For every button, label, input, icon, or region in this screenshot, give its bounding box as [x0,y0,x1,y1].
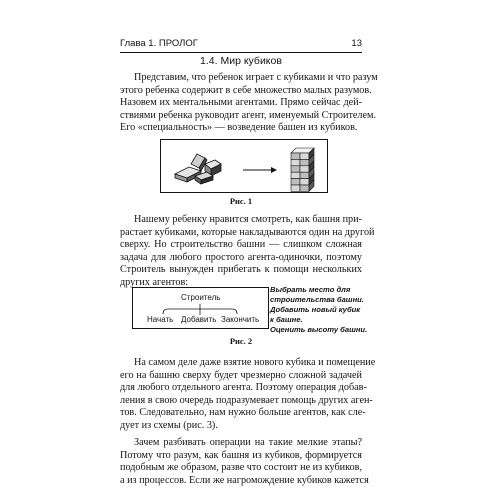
tree-child-finish: Закончить [221,315,260,324]
tower-block-front [300,179,309,185]
text-line: ления в свою очередь подразумевает помощь других аген- [120,394,373,406]
block-tower-icon [291,148,314,191]
tower-block-front [300,153,309,159]
running-head [120,36,362,53]
text-line: Потому что разум, как башня из кубиков, формируется [120,449,362,461]
text-line: его на башню сверху будет чрезмерно сложной задачей [120,369,362,381]
paragraph-2 [120,214,375,290]
paragraph-1 [120,72,378,135]
text-line: Представим, что ребенок играет с кубиками и что разум [134,72,378,83]
text-line: дует из схемы (рис. 3). [120,419,218,431]
paragraph-4 [120,437,369,487]
text-line: сверху. Но строительство башни — слишком сложная [120,239,362,251]
tower-block-front [291,179,300,185]
tower-block-front [291,153,300,159]
figure-1-illustration [161,140,327,192]
text-line: для любого отдельного агента. Поэтому операция добав- [120,382,367,394]
paragraph-3 [120,357,376,433]
tower-block-front [291,159,300,165]
figure-2-caption: Рис. 2 [229,336,253,346]
section-title: 1.4. Мир кубиков [200,55,282,67]
figure-1-frame [160,139,328,193]
text-line: Зачем разбивать операции на такие мелкие этапы? [134,437,362,448]
tower-block-front [291,172,300,178]
text-line: других агентов: [120,276,189,288]
text-line: а из процессов. Если же нагромождение кубиков кажется [120,474,369,486]
side-note-line: Добавить новый кубик [270,305,361,314]
tree-child-start: Начать [147,315,174,324]
side-note-line: Оценить высоту башни. [270,325,368,334]
tower-block-front [291,166,300,172]
text-line: этого ребенка содержит в себе множество малых разумов. [120,84,372,96]
figure-2-frame [132,287,269,329]
tower-block-front [300,159,309,165]
scattered-blocks-icon [175,154,221,184]
tower-block-front [300,166,309,172]
tree-child-add: Добавить [181,315,217,324]
side-note-line: к башне. [270,315,303,324]
figure-1-caption: Рис. 1 [229,196,253,206]
tower-block-front [291,185,300,191]
tree-root-label: Строитель [181,293,221,302]
chapter-title: Глава 1. ПРОЛОГ [120,38,198,49]
text-line: Строитель вынужден прибегать к помощи нескольких [120,264,362,276]
text-line: ствиями ребенка руководит агент, именуемый Строителем. [120,109,377,121]
figure-2-side-note [270,285,370,335]
arrow-right-icon [243,167,277,173]
text-line: тов. Следовательно, нам нужно больше агентов, как сле- [120,407,366,419]
side-note-line: строительства башни. [270,295,364,304]
side-note-line: Выбрать место для [270,285,351,294]
page-number: 13 [351,38,362,49]
tower-block-front [300,185,309,191]
text-line: На самом деле даже взятие нового кубика и помещение [134,357,376,368]
text-line: задача для любого простого агента-одиночки, поэтому [120,251,362,263]
text-line: растает кубиками, которые накладываются один на другой [120,226,375,238]
text-line: Его «специальность» — возведение башен из кубиков. [120,122,358,134]
text-line: Назовем их ментальными агентами. Прямо сейчас дей- [120,97,362,109]
text-line: Нашему ребенку нравится смотреть, как башня при- [134,214,362,225]
tower-block-front [300,172,309,178]
text-line: подобным же образом, разве что состоит не из кубиков, [120,462,362,474]
